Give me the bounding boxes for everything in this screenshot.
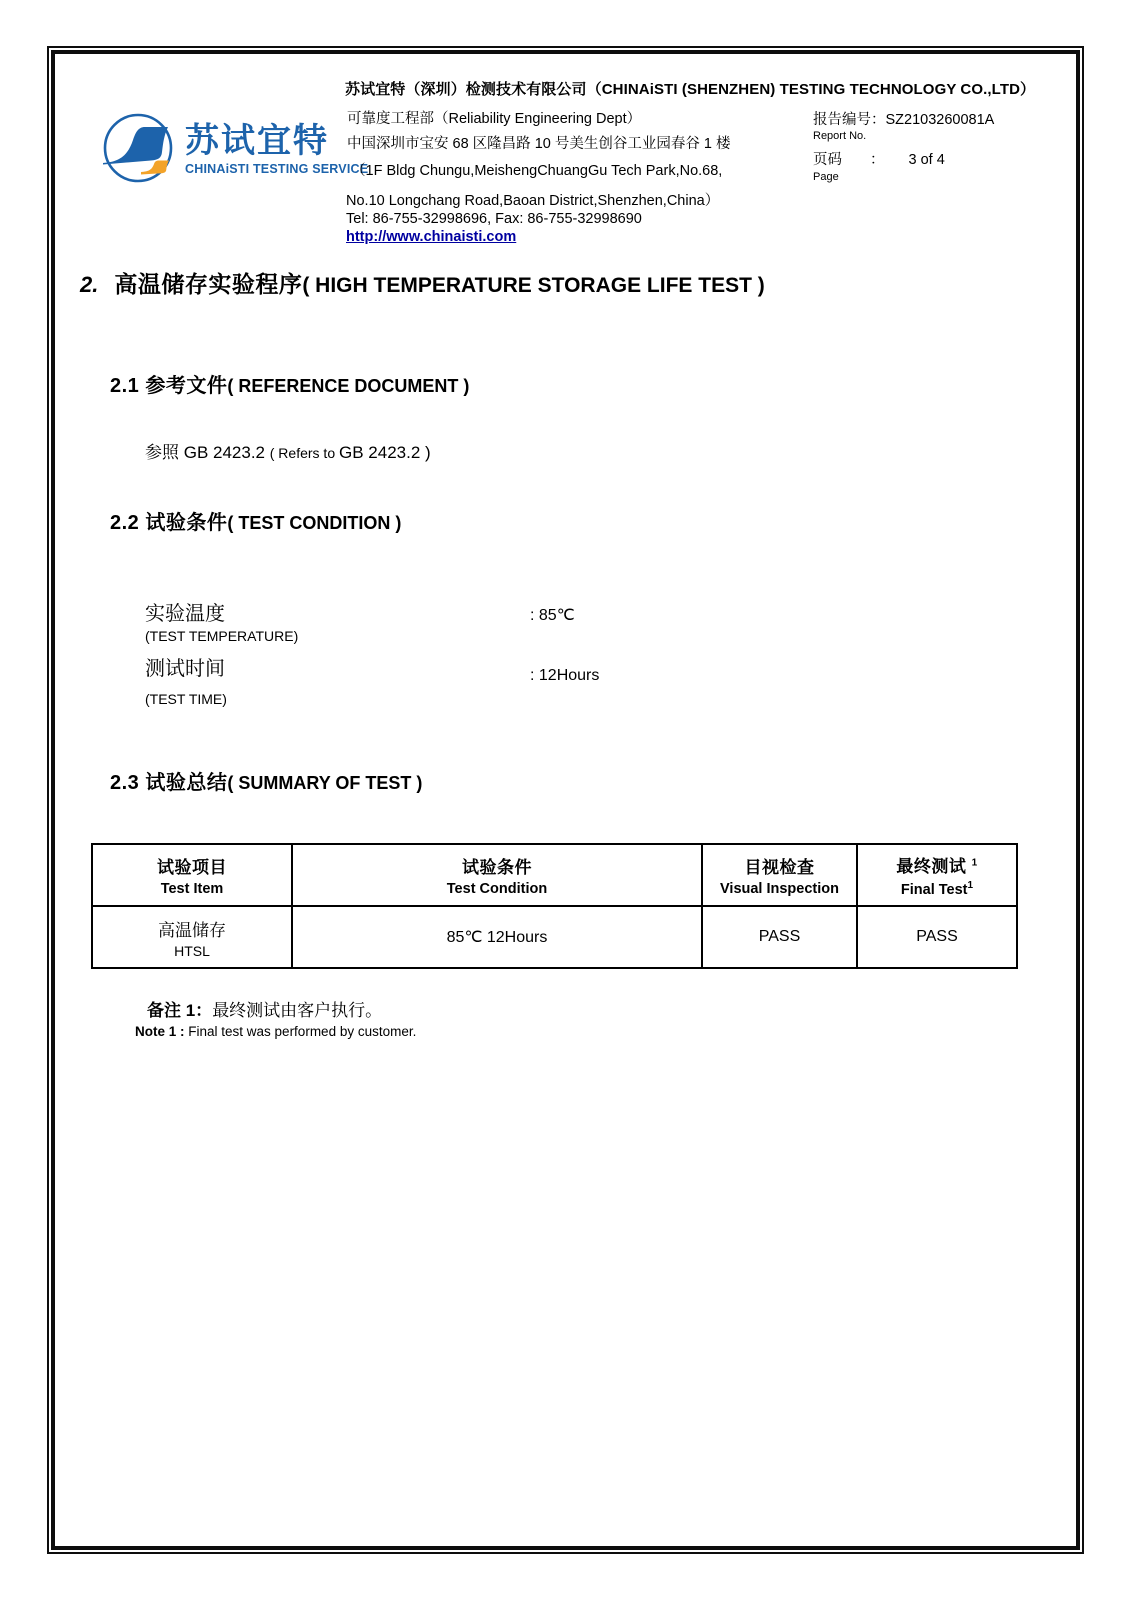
reference-cn: 参照 GB 2423.2 bbox=[145, 443, 266, 462]
section-2-title-cn: 高温储存实验程序 bbox=[114, 271, 303, 297]
table-header-row bbox=[92, 844, 1017, 906]
logo-text-cn: 苏试宜特 bbox=[185, 121, 329, 160]
note-cn-text: 最终测试由客户执行。 bbox=[212, 1001, 383, 1020]
tel-fax-line: Tel: 86-755-32998696, Fax: 86-755-32998690 bbox=[346, 211, 642, 227]
cell-test-item: 高温储存 HTSL bbox=[92, 906, 292, 968]
cell-visual-inspection: PASS bbox=[702, 906, 857, 968]
header-final-test: 最终测试 $^1$ Final Test$^1$ bbox=[857, 844, 1017, 906]
test-temperature-label-en: (TEST TEMPERATURE) bbox=[145, 628, 299, 644]
section-21-title-en: ( REFERENCE DOCUMENT ) bbox=[227, 376, 470, 396]
section-23-heading: 2.3 试验总结( SUMMARY OF TEST ) bbox=[110, 772, 423, 794]
note-cn-label: 备注 1： bbox=[147, 1001, 213, 1020]
test-time-label-en: (TEST TIME) bbox=[145, 691, 227, 707]
reference-document-line bbox=[145, 438, 431, 463]
reference-en-small: ( Refers to bbox=[269, 445, 339, 461]
reference-en-big: GB 2423.2 ) bbox=[339, 443, 431, 462]
note-en-text: Final test was performed by customer. bbox=[184, 1024, 417, 1039]
test-time-label-cn: 测试时间 bbox=[145, 658, 225, 680]
page-sublabel: Page bbox=[813, 171, 839, 183]
section-22-title-cn: 试验条件 bbox=[145, 512, 228, 534]
logo-text-en: CHINAiSTI TESTING SERVICE bbox=[185, 161, 369, 176]
test-time-value: : 12Hours bbox=[530, 667, 600, 684]
section-22-heading: 2.2 试验条件( TEST CONDITION ) bbox=[110, 512, 402, 534]
cell-test-condition: 85℃ 12Hours bbox=[292, 906, 702, 968]
page-border-inner bbox=[51, 50, 1080, 1550]
section-23-title-cn: 试验总结 bbox=[145, 772, 228, 794]
section-2-number: 2. bbox=[80, 272, 99, 297]
report-number-label: 报告编号： bbox=[813, 112, 886, 128]
test-temperature-label-cn: 实验温度 bbox=[145, 603, 225, 625]
summary-table bbox=[91, 843, 1018, 969]
website-link[interactable]: http://www.chinaisti.com bbox=[346, 229, 517, 245]
address-en-line1: （1F Bldg Chungu,MeishengChuangGu Tech Park,No.68, bbox=[351, 163, 723, 179]
address-en-line2: No.10 Longchang Road,Baoan District,Shenzhen,China） bbox=[346, 193, 720, 209]
company-logo bbox=[97, 106, 369, 193]
page-border-outer bbox=[47, 46, 1084, 1554]
table-row bbox=[92, 906, 1017, 968]
section-2-heading bbox=[80, 266, 765, 299]
section-2-title-en: ( HIGH TEMPERATURE STORAGE LIFE TEST ) bbox=[302, 274, 765, 297]
header-test-item: 试验项目 Test Item bbox=[92, 844, 292, 906]
section-21-title-cn: 参考文件 bbox=[145, 375, 228, 397]
section-22-title-en: ( TEST CONDITION ) bbox=[227, 513, 402, 533]
company-name-line: 苏试宜特（深圳）检测技术有限公司（CHINAiSTI (SHENZHEN) TESTING TECHNOLOGY CO.,LTD） bbox=[345, 81, 1036, 98]
section-23-title-en: ( SUMMARY OF TEST ) bbox=[227, 773, 423, 793]
page-number: 页码 ： 3 of 4 bbox=[813, 152, 945, 168]
note-cn bbox=[147, 996, 382, 1021]
section-21-heading: 2.1 参考文件( REFERENCE DOCUMENT ) bbox=[110, 375, 470, 397]
report-number-sublabel: Report No. bbox=[813, 130, 867, 142]
header-test-condition: 试验条件 Test Condition bbox=[292, 844, 702, 906]
note-en-label: Note 1 : bbox=[135, 1024, 185, 1039]
note-en bbox=[135, 1024, 416, 1039]
address-cn: 中国深圳市宝安 68 区隆昌路 10 号美生创谷工业园春谷 1 楼 bbox=[347, 136, 731, 152]
report-number bbox=[813, 108, 994, 129]
cell-final-test: PASS bbox=[857, 906, 1017, 968]
logo-swoosh-icon bbox=[97, 106, 179, 193]
department-line: 可靠度工程部（Reliability Engineering Dept） bbox=[347, 111, 642, 127]
page-number-value: 3 of 4 bbox=[908, 152, 945, 168]
test-temperature-value: : 85℃ bbox=[530, 607, 575, 624]
report-number-value: SZ2103260081A bbox=[885, 112, 995, 128]
header-visual-inspection: 目视检查 Visual Inspection bbox=[702, 844, 857, 906]
